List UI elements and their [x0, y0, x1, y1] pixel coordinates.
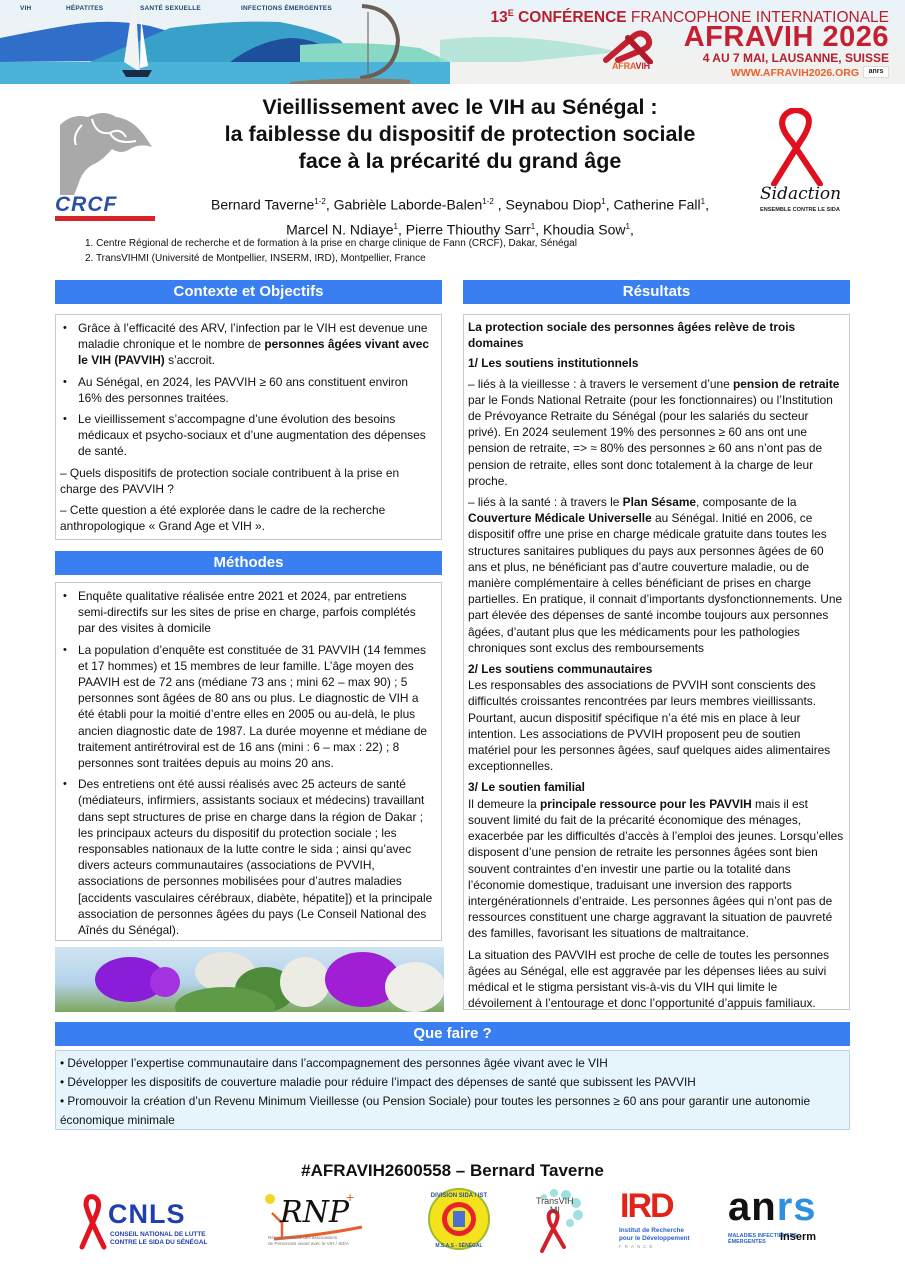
nav-hepatites: HÉPATITES [66, 5, 104, 12]
emphasis: principale ressource pour les PAVVIH [540, 796, 752, 811]
author-separator: , [535, 221, 543, 238]
division-sida-emblem-icon [428, 1187, 490, 1251]
transvihmi-logo [530, 1187, 590, 1255]
author-separator: , [629, 221, 634, 238]
methodes-bullet: • Enquête qualitative réalisée entre 2021 et 2024, par entretiens semi-directifs sur les sites de prise en charge, parfois complétés par des visites à domicile [60, 588, 435, 637]
division-sida-ist-logo [428, 1187, 490, 1251]
author-affiliation: 1 [601, 197, 606, 206]
methodes-box [55, 582, 442, 941]
emphasis: pension de retraite [733, 376, 840, 391]
poster-hashtag: #AFRAVIH2600558 – Bernard Taverne [301, 1161, 604, 1180]
author-affiliation: 1 [625, 221, 630, 231]
author-name: Pierre Thiouthy Sarr [405, 221, 531, 238]
author-name: Gabrièle Laborde-Balen [333, 196, 483, 213]
author-separator: , [493, 196, 506, 213]
contexte-bullet [60, 374, 435, 406]
author-name: Khoudia Sow [543, 221, 626, 238]
bullet-text: Le vieillissement s’accompagne d’une évolution des besoins médicaux et psycho-sociaux et d’une augmentation des dépenses de santé. [78, 412, 426, 459]
red-ribbon-icon [598, 30, 658, 64]
author-affiliation: 1 [393, 221, 398, 231]
paragraph-sante [468, 494, 844, 656]
recommendation-item: • Promouvoir la création d’un Revenu Minimum Vieillesse (ou Pension Sociale) pour toutes les personnes ≥ 60 ans pour garantir une autonomie économique minimale [60, 1094, 811, 1127]
bullet-text: Grâce à l’efficacité des ARV, l’infection par le VIH est devenue une maladie chronique et le nombre de [78, 321, 428, 352]
text: – liés à la vieillesse : à travers le versement d’une [468, 376, 734, 391]
crcf-logo-bar [55, 216, 155, 221]
conf-rest: FRANCOPHONE INTERNATIONALE [630, 9, 889, 27]
research-context: – Cette question a été explorée dans le cadre de la recherche anthropologique « Grand Age et VIH ». [60, 503, 386, 534]
sidaction-tagline: ENSEMBLE CONTRE LE SIDA [760, 207, 840, 213]
title-line-3: face à la précarité du grand âge [298, 149, 622, 173]
title-line-2: la faiblesse du dispositif de protection sociale [224, 122, 696, 146]
author-name: Bernard Taverne [211, 196, 315, 213]
cnls-logo-subtitle: CONSEIL NATIONAL DE LUTTE CONTRE LE SIDA DU SÉNÉGAL [110, 1231, 208, 1246]
paragraph-communautaires: Les responsables des associations de PVVIH sont conscients des difficultés croissantes rencontrées par leurs membres vieillissants. Pourtant, aucun dispositif spécifique n’a été mis en place à leur intention. Les associations de PVVIH proposent peu de soutien matériel pour les personnes âgées, sauf quelques aides alimentaires exceptionnelles. [468, 678, 831, 774]
section-header-que-faire: Que faire ? [55, 1022, 850, 1046]
author-affiliation: 1 [530, 221, 536, 231]
paragraph-vieillesse [468, 376, 844, 489]
resultats-intro: La protection sociale des personnes âgées relève de trois domaines [468, 320, 796, 351]
conf-ordinal: 13 [490, 9, 508, 27]
conf-ordinal-sup: E [507, 8, 514, 18]
partner-logos [0, 1185, 905, 1260]
conf-word-bold: CONFÉRENCE [518, 9, 627, 27]
afravih-logo [598, 30, 658, 78]
cnls-logo-text: CNLS [108, 1199, 186, 1229]
author-separator: , [605, 196, 614, 213]
crcf-logo [52, 105, 162, 220]
anrs-logo [728, 1185, 838, 1253]
anrs-mini-logo: anrs [863, 66, 889, 78]
affiliation-1: 1. Centre Régional de recherche et de formation à la prise en charge clinique de Fann (CRCF), Dakar, Sénégal [85, 238, 577, 249]
author-affiliation: 1 [700, 197, 706, 206]
section-header-contexte: Contexte et Objectifs [55, 280, 442, 304]
text: – liés à la santé : à travers le [468, 495, 623, 510]
rnp-logo-subtitle: Réseau National des associations de Personnes vivant avec le VIH / SIDA [268, 1235, 349, 1246]
section-header-resultats: Résultats [463, 280, 850, 304]
subheading-familial: 3/ Le soutien familial [468, 780, 585, 795]
recommendation-item: • Développer l’expertise communautaire dans l’accompagnement des personnes âgée vivant avec le VIH [60, 1056, 608, 1070]
emphasis: Couverture Médicale Universelle [468, 511, 652, 526]
emphasis: Plan Sésame [622, 495, 697, 510]
text: , composante de la [696, 495, 797, 510]
contexte-bullet [60, 320, 435, 369]
conference-name: AFRAVIH 2026 [683, 21, 889, 53]
poster-title [175, 94, 745, 175]
title-line-1: Vieillissement avec le VIH au Sénégal : [262, 95, 658, 119]
author-name: Catherine Fall [613, 196, 701, 213]
sidaction-logo-text: Sidaction [760, 184, 842, 204]
afravih-logo-text-b: VIH [635, 61, 650, 71]
nav-infections-emergentes: INFECTIONS ÉMERGENTES [241, 5, 332, 12]
nav-sante-sexuelle: SANTÉ SEXUELLE [140, 5, 201, 12]
author-separator: , [397, 221, 406, 238]
author-separator: , [705, 196, 709, 213]
author-name: Seynabou Diop [505, 196, 602, 213]
conference-url[interactable]: WWW.AFRAVIH2026.ORG [730, 67, 859, 79]
author-list [175, 191, 745, 240]
subheading-communautaires: 2/ Les soutiens communautaires [468, 662, 653, 677]
nav-vih: VIH [20, 5, 32, 12]
contexte-bullet [60, 411, 435, 460]
ird-logo-text: IRD [620, 1187, 673, 1225]
baobab-tree-icon [52, 105, 162, 195]
paragraph-familial [468, 796, 844, 942]
contexte-box [55, 314, 442, 540]
division-logo-top-text: DIVISION SIDA / IST [430, 1193, 488, 1199]
afravih-logo-text-a: AFRA [612, 61, 636, 71]
research-question: – Quels dispositifs de protection sociale contribuent à la prise en charge des PAVVIH ? [60, 465, 400, 496]
sidaction-logo [748, 108, 844, 220]
transvihmi-logo-text: TransVIH MI [536, 1196, 574, 1215]
section-header-methodes: Méthodes [55, 551, 442, 575]
affiliation-2: 2. TransVIHMI (Université de Montpellier, INSERM, IRD), Montpellier, France [85, 253, 426, 264]
cnls-logo [78, 1193, 228, 1251]
bullet-text: Au Sénégal, en 2024, les PAVVIH ≥ 60 ans constituent environ 16% des personnes traitées. [78, 374, 408, 405]
rnp-logo-plus: + [346, 1189, 355, 1205]
author-affiliation: 1-2 [314, 197, 326, 206]
crcf-logo-text: CRCF [55, 193, 118, 216]
text: par le Fonds National Retraite (pour les fonctionnaires) ou l’Institution de Prévoyance Retraite du Sénégal (pour les salariés du secteur privé). En 2024 seulement 19% des personnes ≥ 60 ans ont une pension de retraite, => ≈ 80% des personnes ≥ 60 ans n’ont pas de pension de retraite, elles sont donc totalement à la charge de leur proche. [468, 392, 833, 488]
affiliations [85, 236, 577, 266]
author-name: Marcel N. Ndiaye [286, 221, 394, 238]
conference-banner [0, 0, 905, 84]
red-ribbon-icon [748, 108, 844, 186]
conference-dates: 4 AU 7 MAI, LAUSANNE, SUISSE [702, 51, 889, 65]
bullet-emphasis: personnes âgées vivant avec le VIH (PAVVIH) [78, 337, 429, 368]
methodes-bullet: • Des entretiens ont été aussi réalisés avec 25 acteurs de santé (médiateurs, infirmiers, assistants sociaux et médecins) travaillant dans sept structures de prise en charge dans la région de Dakar ; les principaux acteurs du dispositif du protection sociale ; les responsables nationaux de la lutte contre le sida ; ainsi qu’avec divers acteurs communautaires (associations de PVVIH, associations de personnes mobilisées pour d’autres maladies [accidents vasculaires cérébraux, diabète, hépatite]) et la principale association de personnes âgées du pays (Le Conseil National des Aînés du Sénégal). [60, 776, 435, 938]
rnp-logo [262, 1189, 382, 1251]
subheading-institutionnels: 1/ Les soutiens institutionnels [468, 356, 639, 371]
author-separator: , [325, 196, 334, 213]
resultats-box [463, 314, 850, 1010]
bougainvillea-photo [55, 947, 444, 1012]
paragraph-conclusion: La situation des PAVVIH est proche de celle de toutes les personnes âgées au Sénégal, elle est aggravée par les dépenses liées au suivi médical et le stigma persistant vis-à-vis du VIH qui limite le dévoilement à l’entourage et donc l’opportunité d’appuis familiaux. [468, 947, 830, 1011]
ird-logo [615, 1187, 700, 1253]
bullet-text: s’accroit. [164, 353, 215, 368]
red-ribbon-icon [78, 1193, 108, 1251]
que-faire-box [55, 1050, 850, 1130]
division-logo-bottom-text: M.S.A.S - SÉNÉGAL [435, 1243, 483, 1249]
methodes-bullet: • La population d’enquête est constituée de 31 PAVVIH (14 femmes et 17 hommes) et 15 membres de leur famille. L’âge moyen des PAAVIH est de 72 ans (médiane 73 ans ; mini 62 – max 90) ; 5 personnes sont âgées de 80 ans ou plus. Le diagnostic de VIH a été établi pour la moitié d’entre elles en 2005 ou au-delà, le plus ancien diagnostic date de 1987. La durée moyenne et médiane de traitement antirétroviral est de 16 ans (mini : 6 – max : 22) ; 8 personnes sont traitées depuis au moins 20 ans. [60, 642, 435, 772]
ird-logo-country: FRANCE [619, 1244, 656, 1249]
text: Il demeure la [468, 796, 541, 811]
ird-logo-subtitle: Institut de Recherche pour le Développement [619, 1227, 690, 1242]
recommendation-item: • Développer les dispositifs de couverture maladie pour réduire l’impact des dépenses de santé que subissent les PAVVIH [60, 1075, 696, 1089]
inserm-logo-text: Inserm [780, 1231, 817, 1243]
text: mais il est souvent limité du fait de la précarité économique des ménages, exacerbée par les difficultés d’accès à l’emploi des jeunes. Lorsqu’elles disposent d’une pension de retraite les personnes âgées sont bien souvent contraintes d’en investir une partie ou la totalité dans l’économie domestique, traduisant une inversion des rapports intergénérationnels d’entraide. Les personnes âgées qui n’ont pas de ressources constituent une charge aggravant la situation de pauvreté des familles, favorisant les situations de maltraitance. [468, 796, 844, 941]
author-affiliation: 1-2 [482, 197, 494, 206]
text: au Sénégal. Initié en 2006, ce dispositif offre une prise en charge médicale gratuite dans toutes les structures sanitaires publiques du pays aux personnes âgées de 60 ans et plus, ne bénéficiant pas d’autre couverture maladie, ou de manière complémentaire à celles bénéficiant de prises en charge partielles. En pratique, il connait d’importants dysfonctionnements. Une part élevée des dépenses de santé incombe toujours aux personnes âgées, d’autant plus que les médicaments pour les pathologies chroniques sont exclus des remboursements [468, 511, 843, 655]
rnp-logo-text: RNP [280, 1195, 350, 1230]
anrs-logo-subtitle: MALADIES INFECTIEUSES ÉMERGENTES [728, 1233, 797, 1245]
anrs-logo-text: anrs [728, 1185, 817, 1229]
